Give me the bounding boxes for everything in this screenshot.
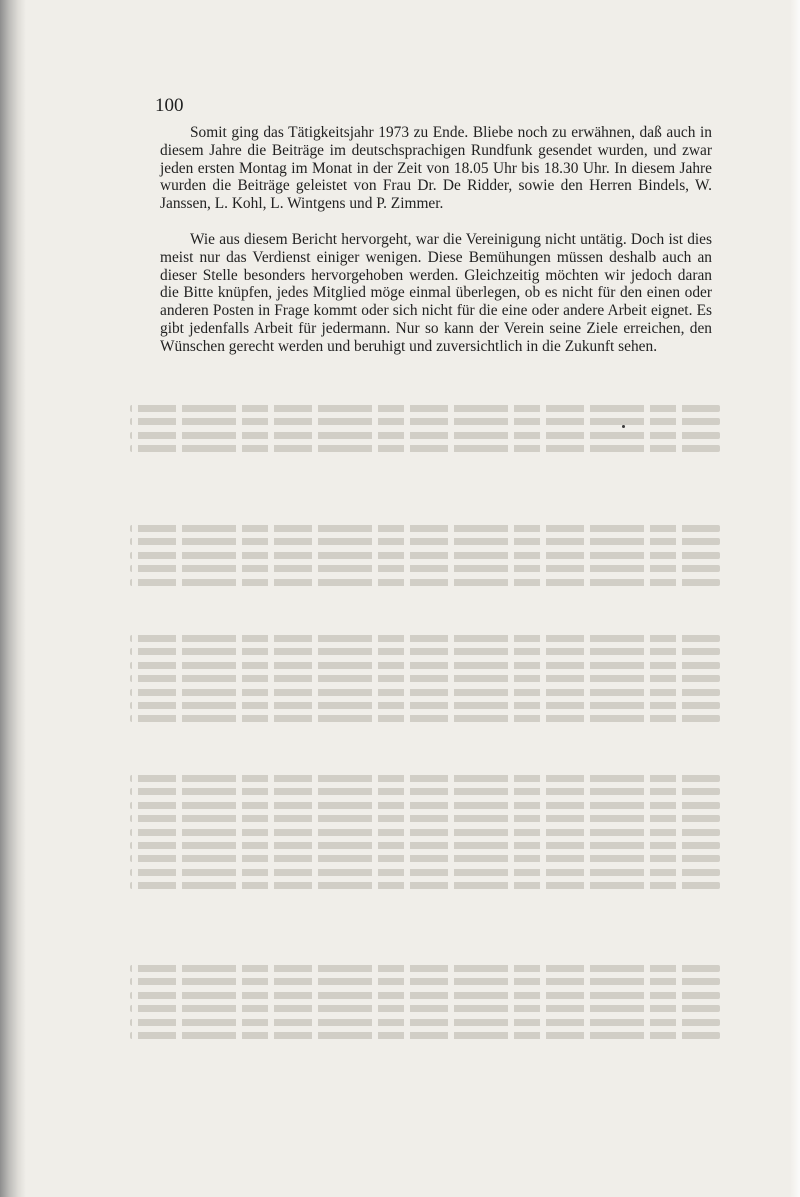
paragraph: Wie aus diesem Bericht hervorgeht, war die Vereinigung nicht untätig. Doch ist dies meist nur das Verdienst einiger wenigen. Diese Bemühungen müssen deshalb auch an dieser Stelle besonders hervorgehoben werden. Gleichzeitig möchten wir jedoch daran die Bitte knüpfen, jedes Mitglied möge einmal überlegen, ob es nicht für den einen oder anderen Posten in Frage kommt oder sich nicht für die eine oder andere Arbeit eignet. Es gibt jedenfalls Arbeit für jedermann. Nur so kann der Verein seine Ziele erreichen, den Wünschen gerecht werden und beruhigt und zuversichtlich in die Zukunft sehen. xyxy=(160,230,712,355)
page-number: 100 xyxy=(155,95,184,116)
show-through-text xyxy=(130,520,720,592)
body-text xyxy=(160,124,712,356)
show-through-text xyxy=(130,960,720,1045)
paragraph: Somit ging das Tätigkeitsjahr 1973 zu Ende. Bliebe noch zu erwähnen, daß auch in diesem Jahre die Beiträge im deutschsprachigen Rundfunk gesendet wurden, und zwar jeden ersten Montag im Monat in der Zeit von 18.05 Uhr bis 18.30 Uhr. In diesem Jahre wurden die Beiträge geleistet von Frau Dr. De Ridder, sowie den Herren Bindels, W. Janssen, L. Kohl, L. Wintgens und P. Zimmer. xyxy=(160,124,712,213)
show-through-text xyxy=(130,770,720,896)
binding-shadow xyxy=(0,0,26,1197)
ink-speck xyxy=(622,425,625,428)
show-through-text xyxy=(130,400,720,459)
show-through-text xyxy=(130,630,720,729)
page-edge xyxy=(790,0,800,1197)
